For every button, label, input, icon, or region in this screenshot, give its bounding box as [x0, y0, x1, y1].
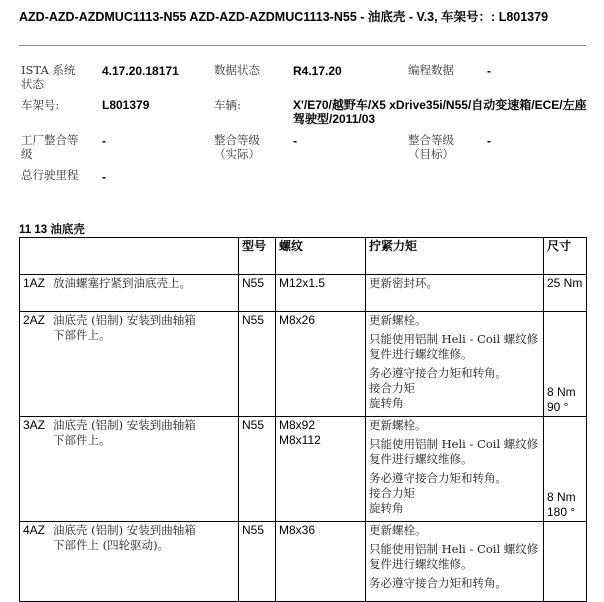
row-code: 2AZ: [23, 313, 46, 327]
row-thread: M8x36: [276, 522, 366, 602]
row-size: 8 Nm 180 °: [544, 417, 587, 522]
row-size: [544, 522, 587, 602]
actual-level-value: -: [293, 134, 297, 148]
row-code: 3AZ: [23, 418, 46, 432]
target-level-label: 整合等级（目标）: [408, 133, 454, 161]
row-model: N55: [239, 312, 276, 417]
row-torque: 更新螺栓。 只能使用铝制 Heli - Coil 螺纹修复件进行螺纹维修。 务必遵守接合力矩和转角。 接合力矩 旋转角: [366, 417, 544, 522]
vehicle-value: X'/E70/越野车/X5 xDrive35i/N55/自动变速箱/ECE/左座驾驶型/2011/03: [293, 98, 587, 126]
row-model: N55: [239, 417, 276, 522]
factory-level-label: 工厂整合等级: [21, 133, 79, 161]
table-row: [20, 312, 587, 417]
row-thread: M8x26: [276, 312, 366, 417]
row-size: 25 Nm: [544, 275, 587, 312]
vin-value: L801379: [102, 98, 150, 112]
vehicle-label: 车辆:: [214, 98, 241, 112]
mileage-value: -: [102, 170, 106, 184]
table-row: [20, 275, 587, 312]
row-thread: M12x1.5: [276, 275, 366, 312]
factory-level-value: -: [102, 134, 106, 148]
row-code: 4AZ: [23, 523, 46, 537]
row-thread: M8x92 M8x112: [276, 417, 366, 522]
actual-level-label: 整合等级（实际）: [214, 133, 260, 161]
row-description: 4AZ 油底壳 (铝制) 安装到曲轴箱下部件上 (四轮驱动)。: [20, 522, 239, 602]
table-row: [20, 522, 587, 602]
row-model: N55: [239, 275, 276, 312]
row-torque: 更新螺栓。 只能使用铝制 Heli - Coil 螺纹修复件进行螺纹维修。 务必遵守接合力矩和转角。: [366, 522, 544, 602]
row-description: 3AZ 油底壳 (铝制) 安装到曲轴箱下部件上。: [20, 417, 239, 522]
programming-value: -: [487, 64, 491, 78]
target-level-value: -: [487, 134, 491, 148]
row-size: 8 Nm 90 °: [544, 312, 587, 417]
header-model: 型号: [239, 238, 276, 275]
row-description: 2AZ 油底壳 (铝制) 安装到曲轴箱下部件上。: [20, 312, 239, 417]
data-status-value: R4.17.20: [293, 64, 342, 78]
header-size: 尺寸: [544, 238, 587, 275]
programming-label: 编程数据: [408, 63, 454, 77]
header-thread: 螺纹: [276, 238, 366, 275]
data-status-label: 数据状态: [214, 63, 260, 77]
title-divider: [19, 45, 586, 46]
row-code: 1AZ: [23, 276, 46, 290]
row-torque: 更新螺栓。 只能使用铝制 Heli - Coil 螺纹修复件进行螺纹维修。 务必遵守接合力矩和转角。 接合力矩 旋转角: [366, 312, 544, 417]
ista-label: ISTA 系统状态: [21, 63, 76, 91]
ista-value: 4.17.20.18171: [102, 64, 179, 78]
row-torque: 更新密封环。: [366, 275, 544, 312]
header-torque: 拧紧力矩: [366, 238, 544, 275]
header-description: [20, 238, 239, 275]
table-row: [20, 417, 587, 522]
document-title: AZD-AZD-AZDMUC1113-N55 AZD-AZD-AZDMUC1113-N55 - 油底壳 - V.3, 车架号：: L801379: [19, 10, 549, 24]
torque-spec-table: [19, 237, 587, 602]
row-description: 1AZ 放油螺塞拧紧到油底壳上。: [20, 275, 239, 312]
vin-label: 车架号:: [21, 98, 60, 112]
table-header-row: [20, 238, 587, 275]
mileage-label: 总行驶里程: [21, 168, 79, 182]
row-model: N55: [239, 522, 276, 602]
section-title: 11 13 油底壳: [19, 224, 85, 236]
